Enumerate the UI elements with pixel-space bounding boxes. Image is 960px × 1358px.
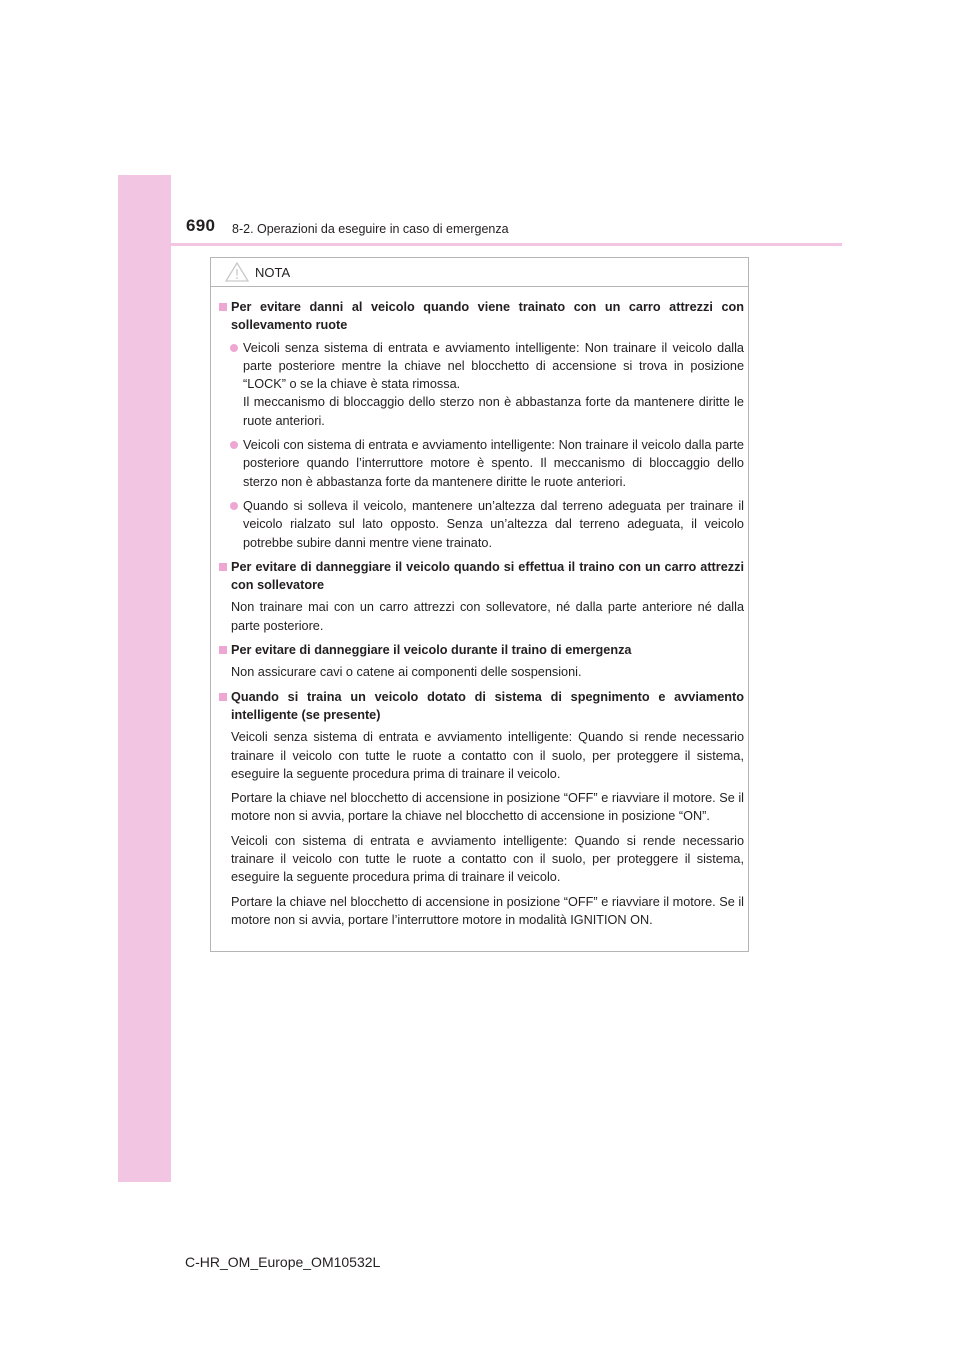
list-item <box>219 436 744 491</box>
paragraph: Portare la chiave nel blocchetto di accensione in posizione “OFF” e riavviare il motore. Se il motore non si avvia, portare la chiave nel blocchetto di accensione in posizione “ON”. <box>231 791 744 824</box>
notice-heading: Quando si traina un veicolo dotato di sistema di spegnimento e avviamento intelligente (se presente) <box>219 688 744 725</box>
notice-body <box>219 298 744 935</box>
paragraph: Portare la chiave nel blocchetto di accensione in posizione “OFF” e riavviare il motore. Se il motore non si avvia, portare l’interruttore motore in modalità IGNITION ON. <box>231 894 744 927</box>
list-item <box>219 339 744 430</box>
notice-box <box>210 257 749 952</box>
square-bullet-icon <box>219 646 227 654</box>
notice-heading: Per evitare danni al veicolo quando viene trainato con un carro attrezzi con sollevamento ruote <box>219 298 744 335</box>
document-code: C-HR_OM_Europe_OM10532L <box>185 1254 381 1270</box>
notice-heading: Per evitare di danneggiare il veicolo durante il traino di emergenza <box>219 641 744 659</box>
page-number: 690 <box>186 216 216 235</box>
paragraph: Veicoli con sistema di entrata e avviamento intelligente: Quando si rende necessario trainare il veicolo con tutte le ruote a contatto con il suolo, per proteggere il sistema, eseguire la seguente procedura prima di trainare il veicolo. <box>231 833 744 885</box>
round-bullet-icon <box>230 344 238 352</box>
round-bullet-icon <box>230 502 238 510</box>
notice-title: NOTA <box>255 265 291 280</box>
warning-triangle-icon <box>225 262 249 282</box>
square-bullet-icon <box>219 693 227 701</box>
list-item <box>219 497 744 552</box>
bullet-text: Veicoli con sistema di entrata e avviamento intelligente: Non trainare il veicolo dalla parte posteriore quando l’interruttore motore è spento. Il meccanismo di bloccaggio dello sterzo non è abbastanza forte da mantenere diritte le ruote anteriori. <box>243 438 744 489</box>
bullet-text: Veicoli senza sistema di entrata e avviamento intelligente: Non trainare il veicolo dalla parte posteriore mentre la chiave nel blocchetto di accensione si trova in posizione “LOCK” o se la chiave è stata rimossa. <box>243 340 744 392</box>
paragraph: Non assicurare cavi o catene ai componenti delle sospensioni. <box>231 665 582 680</box>
paragraph: Non trainare mai con un carro attrezzi con sollevatore, né dalla parte anteriore né dalla parte posteriore. <box>231 600 744 633</box>
header-divider <box>171 243 842 246</box>
chapter-tab-band <box>118 175 171 1182</box>
bullet-text: Quando si solleva il veicolo, mantenere un’altezza dal terreno adeguata per trainare il veicolo rialzato sul lato opposto. Senza un’altezza dal terreno adeguata, il veicolo potrebbe subire danni mentre viene trainato. <box>243 498 744 550</box>
notice-header <box>211 258 748 287</box>
round-bullet-icon <box>230 441 238 449</box>
square-bullet-icon <box>219 563 227 571</box>
square-bullet-icon <box>219 303 227 311</box>
bullet-text: Il meccanismo di bloccaggio dello sterzo non è abbastanza forte da mantenere diritte le ruote anteriori. <box>243 395 744 428</box>
paragraph: Veicoli senza sistema di entrata e avviamento intelligente: Quando si rende necessario trainare il veicolo con tutte le ruote a contatto con il suolo, per proteggere il sistema, eseguire la seguente procedura prima di trainare il veicolo. <box>231 730 744 781</box>
notice-heading: Per evitare di danneggiare il veicolo quando si effettua il traino con un carro attrezzi con sollevatore <box>219 558 744 595</box>
section-title: 8-2. Operazioni da eseguire in caso di emergenza <box>232 222 509 236</box>
